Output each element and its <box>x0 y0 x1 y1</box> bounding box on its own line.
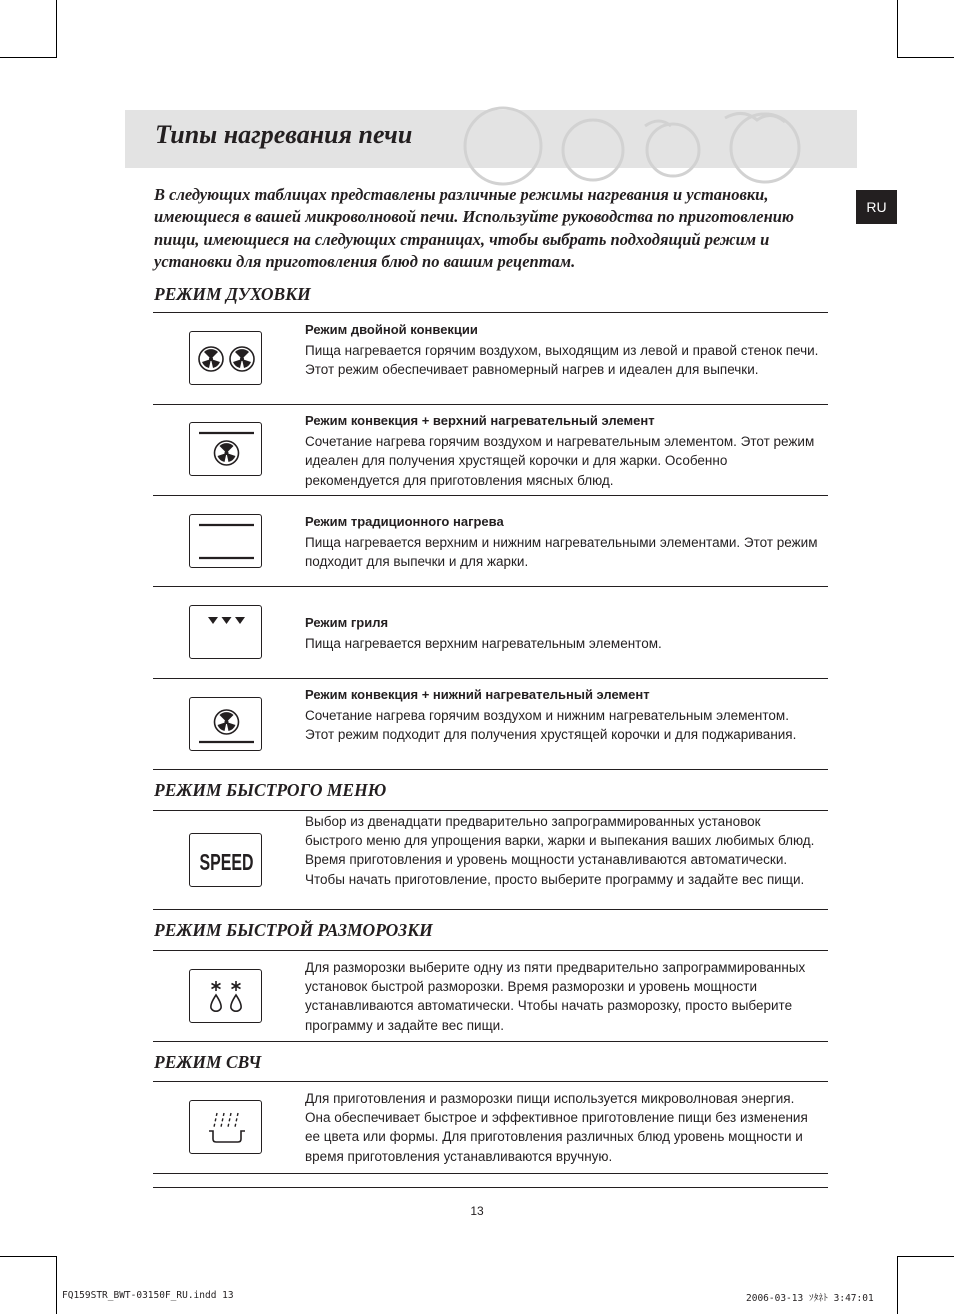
mode-title: Режим двойной конвекции <box>305 322 478 337</box>
divider <box>153 769 828 770</box>
language-tab: RU <box>856 190 897 224</box>
divider <box>153 586 828 587</box>
crop-mark <box>897 1256 954 1257</box>
mode-text: Пища нагревается горячим воздухом, выходящим из левой и правой стенок печи. Этот режим обеспечивает равномерный нагрев и идеален для выпечки. <box>305 343 819 378</box>
section-title-microwave: РЕЖИМ СВЧ <box>154 1052 262 1072</box>
mode-description <box>305 411 820 490</box>
defrost-description: Для разморозки выберите одну из пяти предварительно запрограммированных установок быстрой разморозки. Время разморозки и уровень мощности устанавливаются автоматически. Чтобы начать разморозку, просто выберите программу и задайте вес пищи. <box>305 960 806 1033</box>
mode-text: Сочетание нагрева горячим воздухом и нижним нагревательным элементом. Этот режим подходит для получения хрустящей корочки и для поджаривания. <box>305 708 797 743</box>
divider <box>153 404 828 405</box>
convection-bottom-heater-icon <box>189 697 262 751</box>
section-title-defrost: РЕЖИМ БЫСТРОЙ РАЗМОРОЗКИ <box>154 920 433 940</box>
crop-mark <box>56 0 57 58</box>
crop-mark <box>897 0 898 58</box>
mode-description <box>305 320 820 380</box>
defrost-icon <box>189 969 262 1023</box>
divider <box>153 1081 828 1082</box>
divider <box>153 1173 828 1174</box>
dual-convection-icon <box>189 331 262 385</box>
grill-icon <box>189 605 262 659</box>
section-title-oven: РЕЖИМ ДУХОВКИ <box>154 284 311 304</box>
header-bar <box>125 110 857 168</box>
divider <box>153 810 828 811</box>
footer-timestamp: 2006-03-13 ｿﾀﾈﾄ 3:47:01 <box>746 1293 874 1304</box>
conventional-heating-icon <box>189 514 262 568</box>
mode-text: Сочетание нагрева горячим воздухом и нагревательным элементом. Этот режим идеален для получения хрустящей корочки и для жарки. Особенно рекомендуется для приготовления мясных блюд. <box>305 434 815 488</box>
speed-menu-description: Выбор из двенадцати предварительно запрограммированных установок быстрого меню для упрощения варки, жарки и выпекания ваших любимых блюд. Время приготовления и уровень мощности устанавливаются автоматически. Чтобы начать приготовление, просто выберите программу и задайте вес пищи. <box>305 814 815 887</box>
footer-file-info: FQ159STR_BWT-03150F_RU.indd 13 <box>62 1290 234 1301</box>
convection-top-heater-icon <box>189 422 262 476</box>
microwave-icon <box>189 1100 262 1154</box>
section-title-speed-menu: РЕЖИМ БЫСТРОГО МЕНЮ <box>154 780 387 800</box>
crop-mark <box>56 1256 57 1314</box>
mode-text: Пища нагревается верхним и нижним нагревательными элементами. Этот режим подходит для выпечки и для жарки. <box>305 535 818 570</box>
speed-menu-icon <box>189 833 262 887</box>
divider <box>153 678 828 679</box>
crop-mark <box>897 57 954 58</box>
mode-title: Режим гриля <box>305 615 389 630</box>
page-number: 13 <box>470 1204 484 1218</box>
crop-mark <box>897 1256 898 1314</box>
mode-title: Режим традиционного нагрева <box>305 514 504 529</box>
mode-title: Режим конвекция + верхний нагревательный элемент <box>305 413 655 428</box>
speed-icon-label: SPEED <box>199 849 254 875</box>
microwave-description: Для приготовления и разморозки пищи используется микроволновая энергия. Она обеспечивает быстрое и эффективное приготовление пищи без изменения ее цвета или формы. Для приготовления различных блюд уровень мощности и время приготовления устанавливаются вручную. <box>305 1091 808 1164</box>
divider <box>153 909 828 910</box>
mode-title: Режим конвекция + нижний нагревательный элемент <box>305 687 650 702</box>
divider <box>153 950 828 951</box>
page-title: Типы нагревания печи <box>155 120 413 149</box>
mode-description <box>305 685 820 745</box>
mode-description <box>305 512 820 572</box>
divider <box>153 1041 828 1042</box>
intro-paragraph: В следующих таблицах представлены различные режимы нагревания и установки, имеющиеся в вашей микроволновой печи. Используйте руководства по приготовлению пищи, имеющиеся на следующих страницах, чтобы выбрать подходящий режим и установки для приготовления блюд по вашим рецептам. <box>154 185 794 271</box>
divider <box>153 495 828 496</box>
divider <box>153 312 828 313</box>
mode-text: Пища нагревается верхним нагревательным элементом. <box>305 636 662 652</box>
divider <box>153 1187 828 1188</box>
crop-mark <box>0 57 56 58</box>
crop-mark <box>0 1256 56 1257</box>
mode-description <box>305 613 820 653</box>
